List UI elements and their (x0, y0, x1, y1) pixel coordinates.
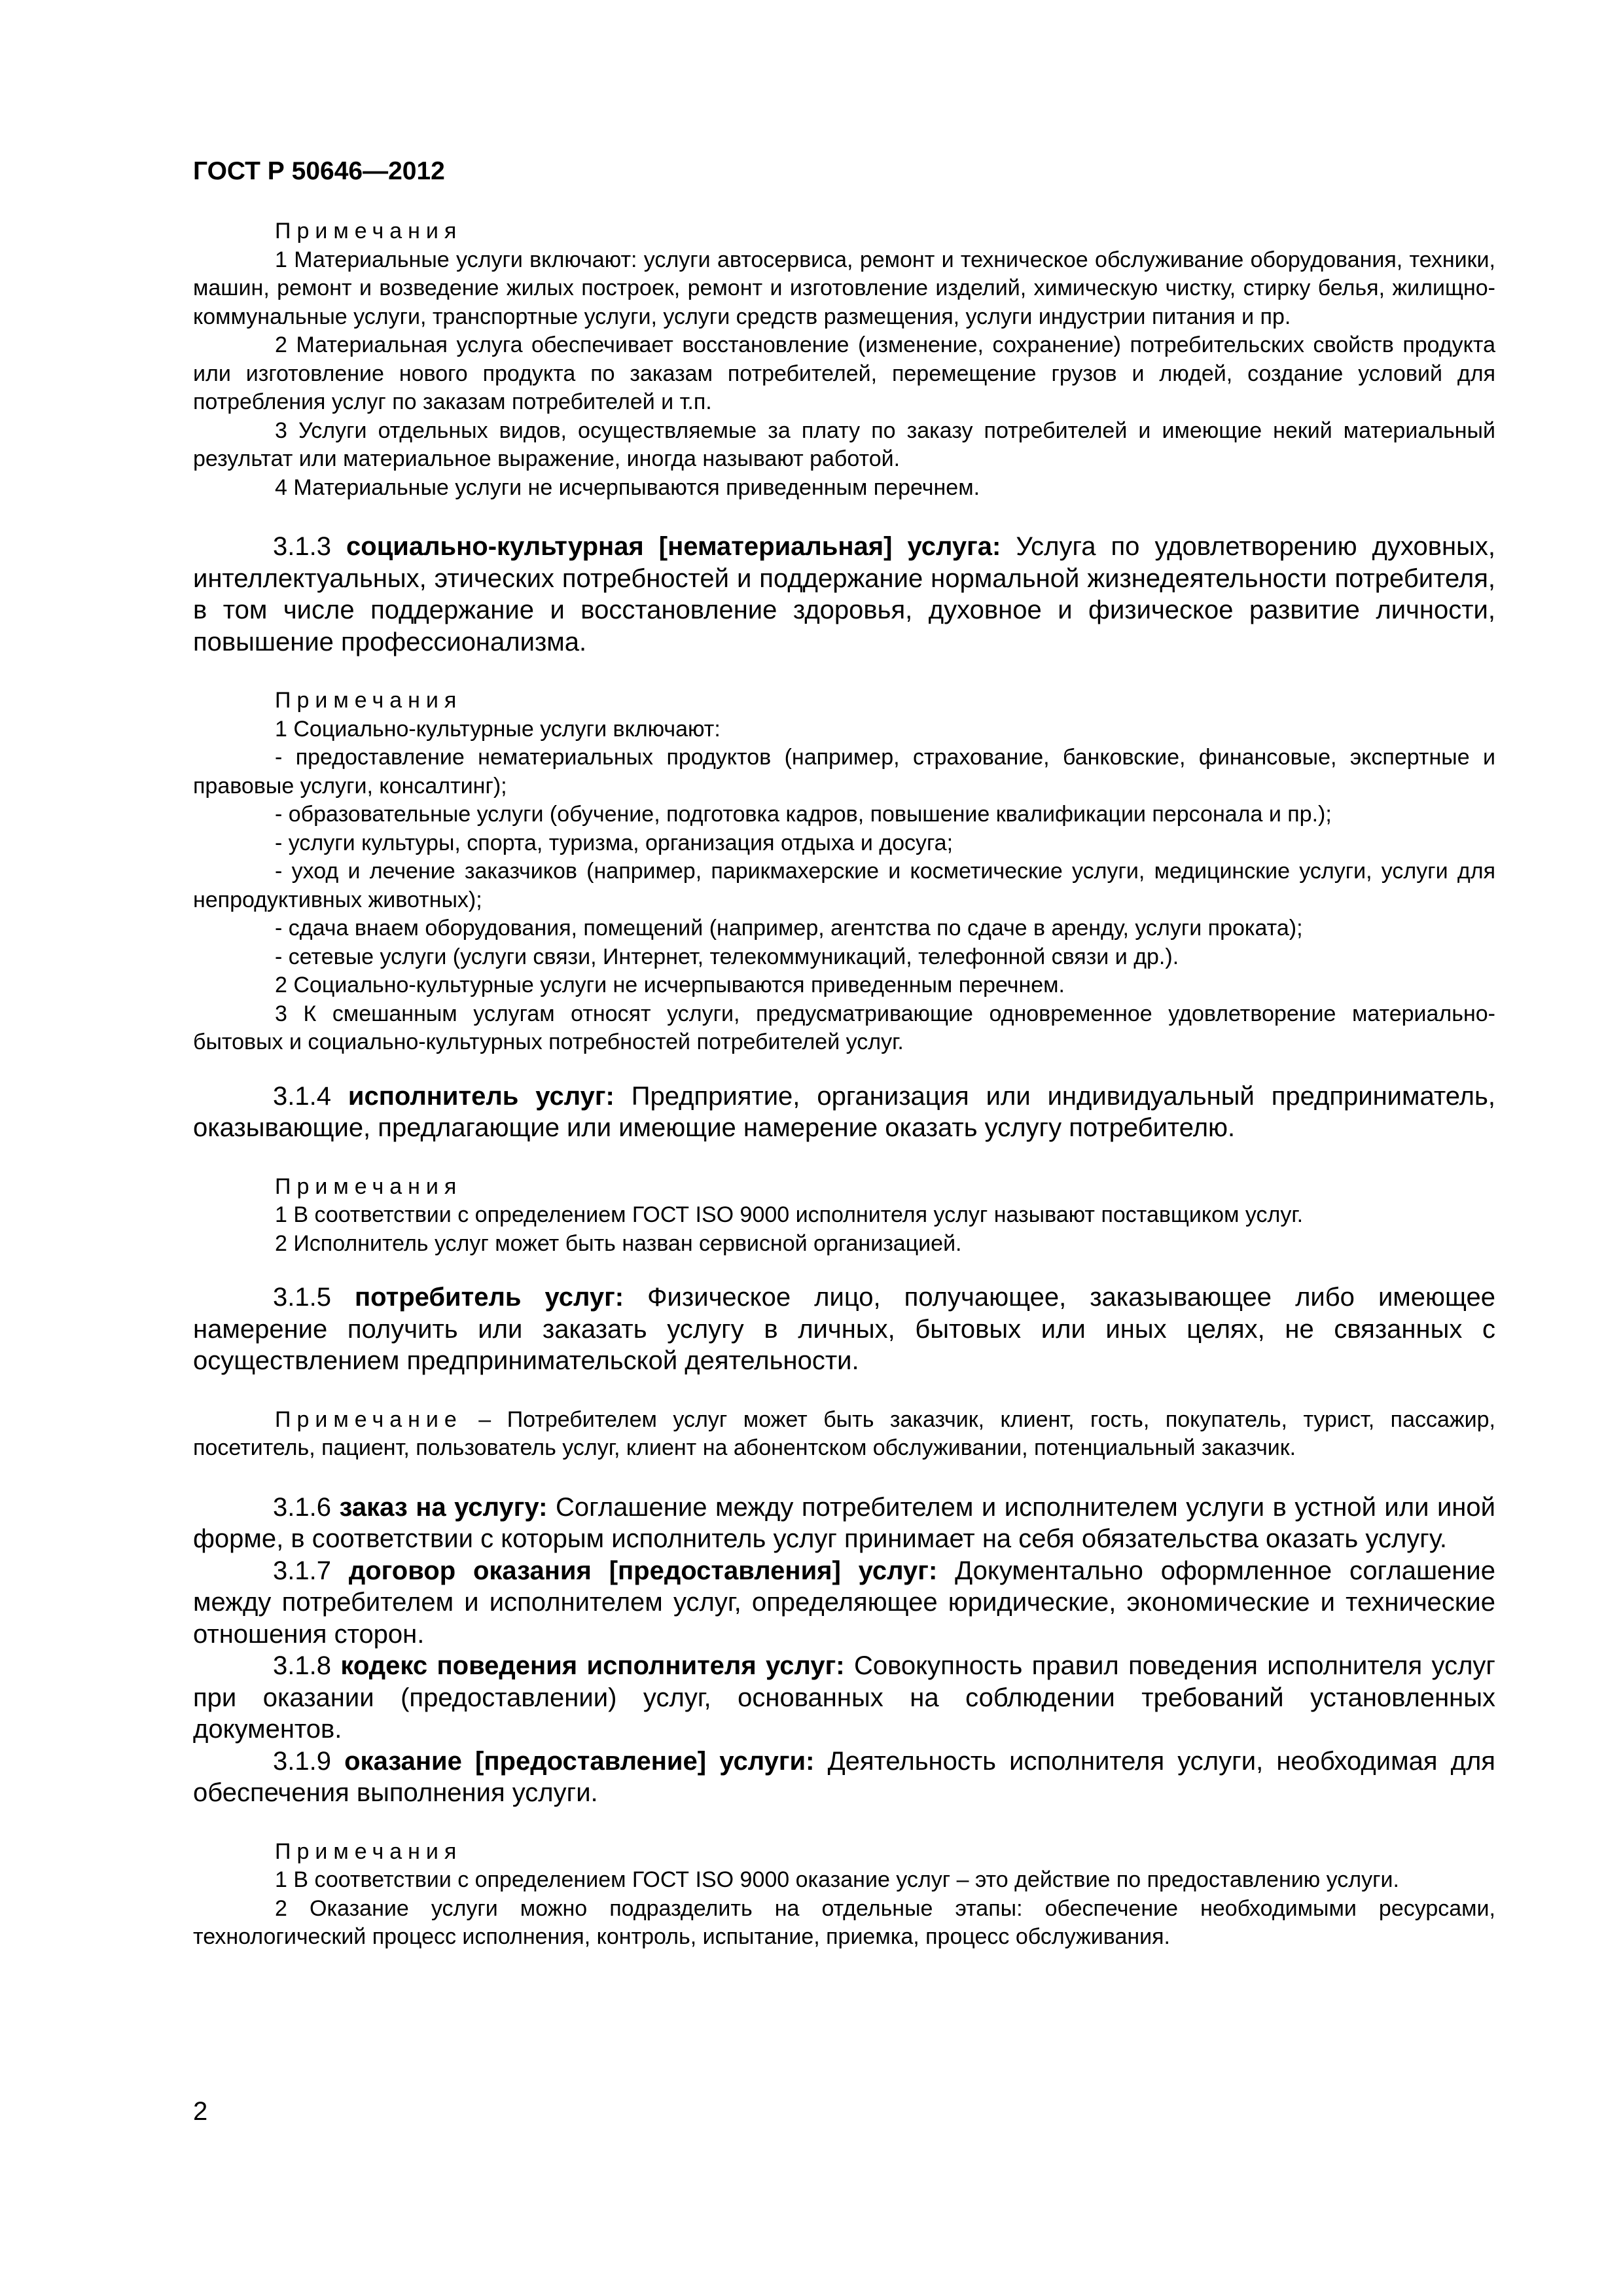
note-item: 2 Оказание услуги можно подразделить на отдельные этапы: обеспечение необходимыми ресурсами, технологический процесс исполнения, контроль, испытание, приемка, процесс обслуживания. (193, 1895, 1495, 1949)
notes-block-service-provider (193, 1173, 1495, 1259)
document-header: ГОСТ Р 50646—2012 (193, 157, 445, 185)
note-item: - сетевые услуги (услуги связи, Интернет, телекоммуникаций, телефонной связи и др.). (275, 944, 1179, 969)
term-title: исполнитель услуг: (348, 1081, 615, 1111)
note-item: - сдача внаем оборудования, помещений (например, агентства по сдаче в аренду, услуги проката); (275, 916, 1303, 941)
note-item: 3 К смешанным услугам относят услуги, предусматривающие одновременное удовлетворение материально-бытовых и социально-культурных потребностей потребителей услуг. (193, 1001, 1495, 1054)
term-3-1-9 (193, 1746, 1495, 1809)
term-definition: Совокупность правил поведения исполнителя услуг при оказании (предоставлении) услуг, основанных на соблюдении требований установленных документов. (193, 1651, 1495, 1744)
term-number: 3.1.5 (273, 1283, 331, 1312)
term-definition: Услуга по удовлетворению духовных, интеллектуальных, этических потребностей и поддержание нормальной жизнедеятельности потребителя, в том числе поддержание и восстановление здоровья, духовное и физическое развитие личности, повышение профессионализма. (193, 532, 1495, 656)
term-3-1-5 (193, 1282, 1495, 1377)
note-item: - услуги культуры, спорта, туризма, организация отдыха и досуга; (275, 830, 954, 855)
note-label: Примечание (275, 1407, 463, 1432)
note-item: 1 В соответствии с определением ГОСТ ISO 9000 оказание услуг – это действие по предоставлению услуги. (275, 1867, 1399, 1892)
note-item: 4 Материальные услуги не исчерпываются приведенным перечнем. (275, 475, 980, 500)
term-definition: Соглашение между потребителем и исполнителем услуги в устной или иной форме, в соответствии с которым исполнитель услуг принимает на себя обязательства оказать услугу. (193, 1492, 1495, 1553)
notes-block-material-services (193, 217, 1495, 502)
note-item: 2 Социально-культурные услуги не исчерпываются приведенным перечнем. (275, 973, 1065, 997)
term-3-1-7 (193, 1555, 1495, 1651)
term-definition: Деятельность исполнителя услуги, необходимая для обеспечения выполнения услуги. (193, 1746, 1495, 1807)
page-number: 2 (193, 2097, 208, 2126)
note-item: 2 Исполнитель услуг может быть назван сервисной организацией. (275, 1230, 962, 1256)
term-title: заказ на услугу: (339, 1492, 548, 1522)
term-title: оказание [предоставление] услуги: (344, 1746, 815, 1776)
term-3-1-6 (193, 1492, 1495, 1555)
term-definition: Предприятие, организация или индивидуальный предприниматель, оказывающие, предлагающие или имеющие намерение оказать услугу потребителю. (193, 1081, 1495, 1142)
term-definition: Физическое лицо, получающее, заказывающее либо имеющее намерение получить или заказать услугу в личных, бытовых или иных целях, не связанных с осуществлением предпринимательской деятельности. (193, 1283, 1495, 1375)
page-content (193, 217, 1495, 1952)
term-title: потребитель услуг: (355, 1283, 624, 1312)
note-item: 3 Услуги отдельных видов, осуществляемые за плату по заказу потребителей и имеющие некий материальный результат или материальное выражение, иногда называют работой. (193, 418, 1495, 471)
term-definition: Документально оформленное соглашение между потребителем и исполнителем услуг, определяющее юридические, экономические и технические отношения сторон. (193, 1556, 1495, 1649)
note-item: 1 Социально-культурные услуги включают: (275, 716, 721, 742)
note-item: 1 В соответствии с определением ГОСТ ISO 9000 исполнителя услуг называют поставщиком услуг. (275, 1202, 1304, 1227)
term-title: договор оказания [предоставления] услуг: (348, 1556, 938, 1585)
term-number: 3.1.6 (273, 1492, 331, 1522)
term-3-1-8 (193, 1650, 1495, 1746)
note-item: - предоставление нематериальных продуктов (например, страхование, банковские, финансовые, экспертные и правовые услуги, консалтинг); (193, 745, 1495, 798)
note-item: 2 Материальная услуга обеспечивает восстановление (изменение, сохранение) потребительских свойств продукта или изготовление нового продукта по заказам потребителей, перемещение грузов и людей, создание условий для потребления услуг по заказам потребителей и т.п. (193, 332, 1495, 414)
term-title: кодекс поведения исполнителя услуг: (340, 1651, 845, 1680)
notes-block-service-delivery (193, 1838, 1495, 1952)
notes-heading: Примечания (275, 1839, 463, 1864)
term-3-1-3 (193, 531, 1495, 658)
note-item: - уход и лечение заказчиков (например, парикмахерские и косметические услуги, медицинские услуги, услуги для непродуктивных животных); (193, 859, 1495, 912)
term-number: 3.1.9 (273, 1746, 331, 1776)
note-item: - образовательные услуги (обучение, подготовка кадров, повышение квалификации персонала и пр.); (275, 802, 1332, 827)
note-consumer (193, 1406, 1495, 1463)
term-number: 3.1.8 (273, 1651, 331, 1680)
term-title: социально-культурная [нематериальная] услуга: (346, 532, 1001, 561)
term-3-1-4 (193, 1081, 1495, 1144)
term-number: 3.1.4 (273, 1081, 331, 1111)
notes-heading: Примечания (275, 688, 463, 713)
term-number: 3.1.7 (273, 1556, 331, 1585)
notes-heading: Примечания (275, 1174, 463, 1199)
notes-heading: Примечания (275, 219, 463, 243)
term-number: 3.1.3 (273, 532, 331, 561)
notes-block-social-services (193, 687, 1495, 1057)
note-text: – Потребителем услуг может быть заказчик, клиент, гость, покупатель, турист, пассажир, посетитель, пациент, пользователь услуг, клиент на абонентском обслуживании, потенциальный заказчик. (193, 1407, 1495, 1460)
note-item: 1 Материальные услуги включают: услуги автосервиса, ремонт и техническое обслуживание оборудования, техники, машин, ремонт и возведение жилых построек, ремонт и изготовление изделий, химическую чистку, стирку белья, жилищно-коммунальные услуги, транспортные услуги, услуги средств размещения, услуги индустрии питания и пр. (193, 247, 1495, 329)
